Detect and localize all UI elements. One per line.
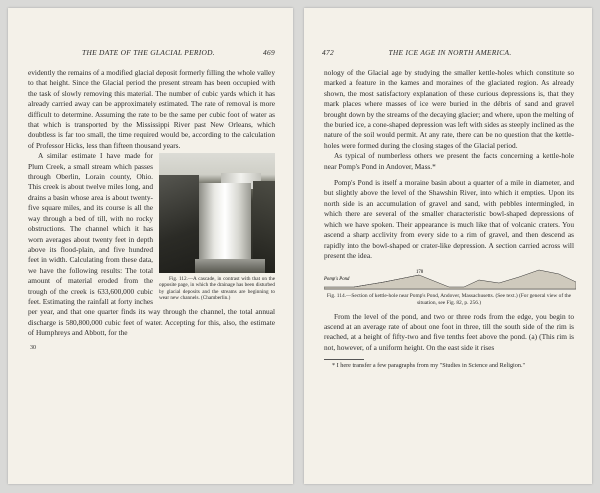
left-body-text bbox=[28, 68, 275, 353]
right-paragraph-3: Pomp's Pond is itself a moraine basin about a quarter of a mile in diameter, and but slightly above the level of the Shawshin River, into which it empties. Upon its north side is an accumulation of gravel and sand, with pebbles intermingled, in which there are several of the smaller characteristic bowl-shaped depressions of which we have spoken. Their appearance is much like that of volcanic craters. You ascend a sharp acclivity from every side to a rim of gravel, and then descend as rapidly into the bowl-shaped or crater-like depression. A section carried across will present the idea. bbox=[324, 178, 574, 260]
section-label-pond: Pomp's Pond bbox=[324, 277, 350, 283]
left-page-number: 469 bbox=[262, 48, 275, 57]
right-paragraph-4: From the level of the pond, and two or three rods from the edge, you begin to ascend at an average rate of about one foot in three, till the south side of the rim is reached, at a height of fifty-two and five tenths feet above the pond. (a) (This rim is not, however, of a uniform height. On the east side it rises bbox=[324, 311, 574, 352]
left-page-header bbox=[26, 48, 275, 57]
kettle-hole-section-diagram bbox=[324, 265, 576, 293]
left-page bbox=[8, 8, 293, 484]
cascade-photo bbox=[159, 153, 275, 273]
kettle-hole-figure-caption: Fig. 114.—Section of kettle-hole near Pomp's Pond, Andover, Massachusetts. (See text.) (For general view of the situation, see Fig. 82, p. 256.) bbox=[326, 293, 572, 306]
right-body-text bbox=[324, 68, 574, 370]
left-paragraph-2 bbox=[28, 151, 275, 338]
cascade-figure-caption: Fig. 112.—A cascade, in contrast with that on the opposite page, in which the drainage has been disturbed by glacial deposits and the streams are beginning to wear new channels. (Chamberlin.) bbox=[159, 276, 275, 301]
kettle-hole-section-figure bbox=[324, 265, 574, 306]
left-paragraph-2-text: A similar estimate I have made for Plum Creek, a small stream which passes through Oberlin, Lorain county, Ohio. This creek is about twelve miles long, and drains a basin whose area is about twenty-five square miles, and its course is all the way through a bed of till, with no rocky obstructions. The channel which it has worn averages about twenty feet in depth above its flood-plain, and five hundred feet in width. Calculating from these data, we have the following results: The total amount of material eroded from the trough of the creek is 633,600,000 cubic feet. Estimating the rainfall at forty inches per year, and that one quarter finds its way through the channel, the total annual discharge is 580,800,000 cubic feet of water. Accepting for this, also, the estimate of Humphreys and Abbott, for the bbox=[28, 151, 275, 338]
footnote-rule bbox=[324, 359, 364, 360]
footnote: * I here transfer a few paragraphs from my "Studies in Science and Religion." bbox=[332, 362, 526, 370]
cascade-figure bbox=[159, 153, 275, 301]
left-paragraph-1: evidently the remains of a modified glacial deposit formerly filling the whole valley to that height. Since the Glacial period the present stream has been occupied with the task of slowly removing this material. The number of cubic yards which it has already carried away can be approximately estimated. The rate of removal is more difficult to determine. Assuming the rate to be the same per cubic foot of water as that which is transported by the Mississippi River past New Orleans, which doubtless is far too small, the time required would be, according to the calculation of Professor Hicks, less than fifteen thousand years. bbox=[28, 68, 275, 150]
signature-mark: 30 bbox=[30, 344, 36, 351]
left-header-title: THE DATE OF THE GLACIAL PERIOD. bbox=[82, 48, 215, 57]
right-page-number: 472 bbox=[322, 48, 334, 57]
right-header-title: THE ICE AGE IN NORTH AMERICA. bbox=[388, 48, 512, 57]
right-page bbox=[304, 8, 592, 484]
right-paragraph-1: nology of the Glacial age by studying the smaller kettle-holes which constitute so marked a feature in the kames and moraines of the glaciated region. As already shown, the most satisfactory explanation of these curious depressions is, that they mark places where masses of ice were buried in the débris of sand and gravel brought down by the streams of the decaying glacier; and where, upon the melting of the buried ice, a cone-shaped depression was left with sides as steeply inclined as the nature of the soil would permit. At any rate, there can be no question that the kettle-holes were formed during the closing stages of the Glacial period. bbox=[324, 68, 574, 150]
right-page-header bbox=[322, 48, 574, 57]
section-label-number: 178 bbox=[416, 270, 424, 276]
right-paragraph-2: As typical of numberless others we present the facts concerning a kettle-hole near Pomp's Pond in Andover, Mass.* bbox=[324, 151, 574, 171]
